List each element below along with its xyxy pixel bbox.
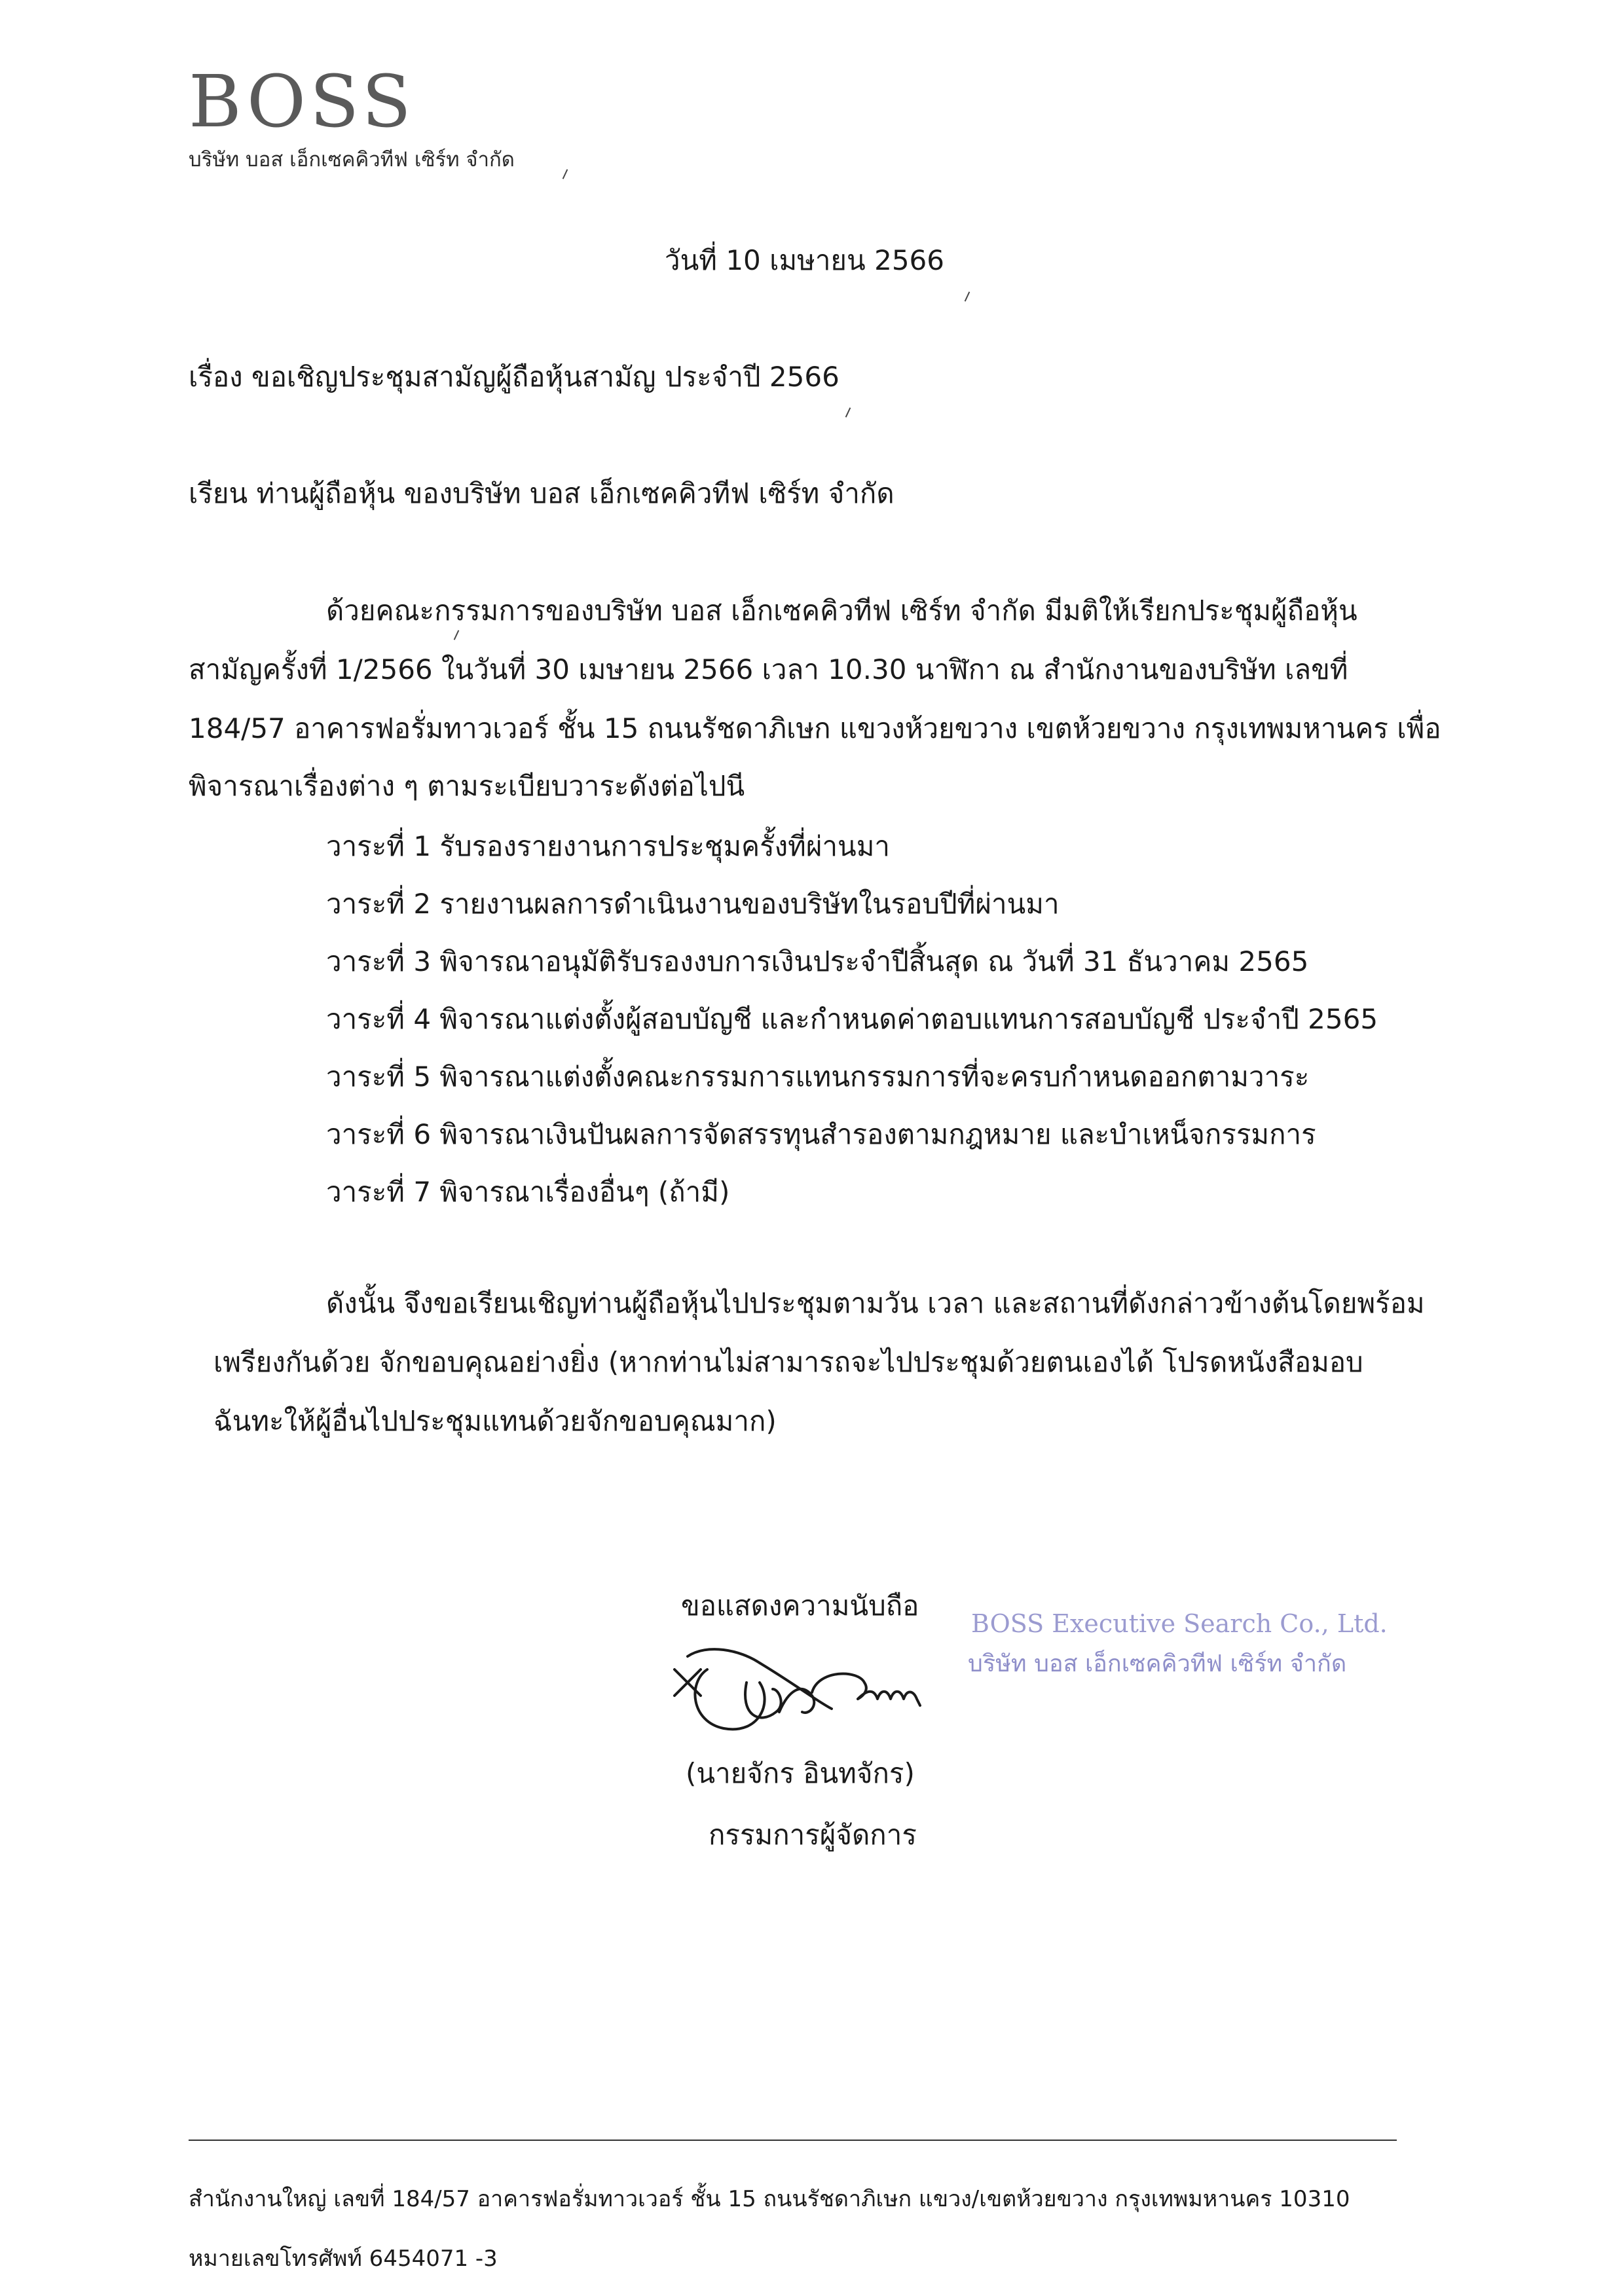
agenda-item: วาระที่ 3 พิจารณาอนุมัติรับรองงบการเงินประจำปีสิ้นสุด ณ วันที่ 31 ธันวาคม 2565 bbox=[326, 945, 1309, 977]
paragraph-line: สามัญครั้งที่ 1/2566 ในวันที่ 30 เมษายน 2566 เวลา 10.30 นาฬิกา ณ สำนักงานของบริษัท เลขที่ bbox=[189, 653, 1348, 685]
sign-off: ขอแสดงความนับถือ bbox=[681, 1590, 919, 1622]
paragraph-line: ด้วยคณะกรรมการของบริษัท บอส เอ็กเซคคิวทีฟ เซิร์ท จำกัด มีมติให้เรียกประชุมผู้ถือหุ้น bbox=[326, 594, 1357, 627]
paragraph-line: พิจารณาเรื่องต่าง ๆ ตามระเบียบวาระดังต่อไปนี bbox=[189, 770, 745, 802]
footer-phone: หมายเลขโทรศัพท์ 6454071 -3 bbox=[189, 2246, 498, 2272]
scan-mark bbox=[563, 169, 568, 179]
agenda-item: วาระที่ 6 พิจารณาเงินปันผลการจัดสรรทุนสำรองตามกฎหมาย และบำเหน็จกรรมการ bbox=[326, 1118, 1316, 1150]
paragraph-line: ฉันทะให้ผู้อื่นไปประชุมแทนด้วยจักขอบคุณมาก) bbox=[213, 1405, 777, 1437]
company-stamp-english: BOSS Executive Search Co., Ltd. bbox=[971, 1609, 1388, 1638]
letter-date: วันที่ 10 เมษายน 2566 bbox=[665, 244, 944, 276]
company-stamp-thai: บริษัท บอส เอ็กเซคคิวทีฟ เซิร์ท จำกัด bbox=[968, 1650, 1347, 1677]
letter-salutation: เรียน ท่านผู้ถือหุ้น ของบริษัท บอส เอ็กเซคคิวทีฟ เซิร์ท จำกัด bbox=[189, 477, 895, 509]
signer-title: กรรมการผู้จัดการ bbox=[709, 1819, 917, 1851]
footer-address: สำนักงานใหญ่ เลขที่ 184/57 อาคารฟอรั่มทาวเวอร์ ชั้น 15 ถนนรัชดาภิเษก แขวง/เขตห้วยขวาง กรุงเทพมหานคร 10310 bbox=[189, 2186, 1350, 2212]
agenda-item: วาระที่ 5 พิจารณาแต่งตั้งคณะกรรมการแทนกรรมการที่จะครบกำหนดออกตามวาระ bbox=[326, 1061, 1310, 1093]
intro-paragraph bbox=[189, 594, 1441, 820]
scan-mark bbox=[845, 407, 851, 417]
company-logo: BOSS bbox=[189, 60, 415, 143]
company-name-thai: บริษัท บอส เอ็กเซคคิวทีฟ เซิร์ท จำกัด bbox=[189, 148, 515, 172]
footer-divider bbox=[189, 2140, 1397, 2141]
paragraph-line: เพรียงกันด้วย จักขอบคุณอย่างยิ่ง (หากท่านไม่สามารถจะไปประชุมด้วยตนเองได้ โปรดหนังสือมอบ bbox=[213, 1346, 1363, 1378]
agenda-item: วาระที่ 4 พิจารณาแต่งตั้งผู้สอบบัญชี และกำหนดค่าตอบแทนการสอบบัญชี ประจำปี 2565 bbox=[326, 1003, 1378, 1035]
paragraph-line: 184/57 อาคารฟอรั่มทาวเวอร์ ชั้น 15 ถนนรัชดาภิเษก แขวงห้วยขวาง เขตห้วยขวาง กรุงเทพมหานคร เพื่อ bbox=[189, 712, 1441, 744]
signer-name: (นายจักร อินทจักร) bbox=[686, 1757, 915, 1789]
scan-mark bbox=[965, 291, 970, 301]
agenda-item: วาระที่ 2 รายงานผลการดำเนินงานของบริษัทในรอบปีที่ผ่านมา bbox=[326, 888, 1060, 920]
letter-subject: เรื่อง ขอเชิญประชุมสามัญผู้ถือหุ้นสามัญ ประจำปี 2566 bbox=[189, 361, 840, 393]
agenda-item: วาระที่ 1 รับรองรายงานการประชุมครั้งที่ผ่านมา bbox=[326, 830, 891, 862]
handwritten-signature bbox=[661, 1643, 963, 1755]
closing-paragraph bbox=[189, 1287, 1425, 1467]
agenda-item: วาระที่ 7 พิจารณาเรื่องอื่นๆ (ถ้ามี) bbox=[326, 1176, 730, 1208]
paragraph-line: ดังนั้น จึงขอเรียนเชิญท่านผู้ถือหุ้นไปประชุมตามวัน เวลา และสถานที่ดังกล่าวข้างต้นโดยพร้อม bbox=[326, 1287, 1425, 1319]
